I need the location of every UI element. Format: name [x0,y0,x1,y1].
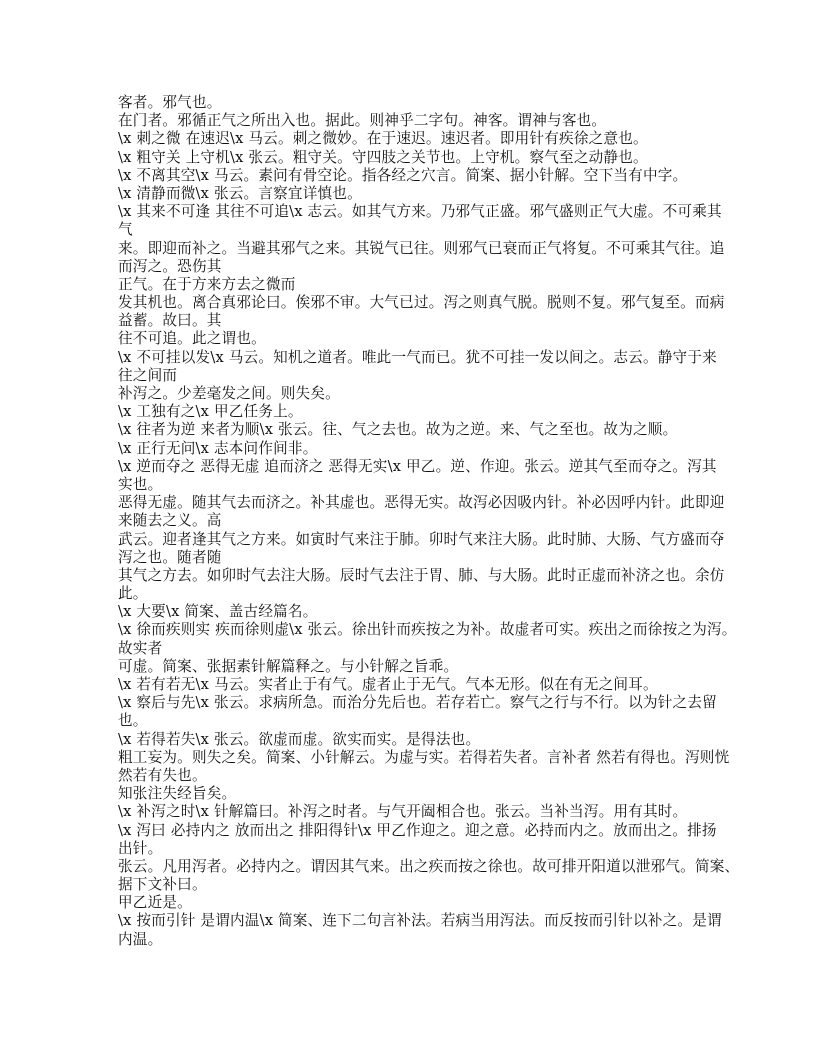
text-line: 来。即迎而补之。当避其邪气之来。其锐气已往。则邪气已衰而正气将复。不可乘其气往。追 [118,239,725,257]
text-line: 正气。在于方来方去之微而 [118,275,296,293]
text-line: \x 若得若失\x 张云。欲虚而虚。欲实而实。是得法也。 [118,730,481,748]
text-line: \x 不可挂以发\x 马云。知机之道者。唯此一气而已。犹不可挂一发以间之。志云。静守于来 [118,348,717,366]
text-line: 往不可追。此之谓也。 [118,330,266,348]
text-line: \x 逆而夺之 恶得无虚 追而济之 恶得无实\x 甲乙。逆、作迎。张云。逆其气至而夺之。泻其 [118,457,717,475]
text-line: 在门者。邪循正气之所出入也。据此。则神乎二字句。神客。谓神与客也。 [118,112,607,130]
text-line: 出针。 [118,839,163,857]
text-line: \x 正行无问\x 志本问作间非。 [118,439,318,457]
text-line: \x 大要\x 简案、盖古经篇名。 [118,603,318,621]
text-line: \x 补泻之时\x 针解篇曰。补泻之时者。与气开阖相合也。张云。当补当泻。用有其时。 [118,803,688,821]
text-line: 内温。 [118,930,163,948]
text-line: 故实者 [118,639,163,657]
text-line: \x 若有若无\x 马云。实者止于有气。虚者止于无气。气本无形。似在有无之间耳。 [118,676,658,693]
text-line: 益蓄。故曰。其 [118,312,222,330]
text-line: 张云。凡用泻者。必持内之。谓因其气来。出之疾而按之徐也。故可排开阳道以泄邪气。简案、 [118,857,740,875]
text-line: 可虚。简案、张据素针解篇释之。与小针解之旨乖。 [118,657,459,675]
text-line: \x 清静而微\x 张云。言察宜详慎也。 [118,184,362,202]
text-line: 甲乙近是。 [118,894,192,912]
text-line: \x 不离其空\x 马云。素问有骨空论。指各经之穴言。简案、据小针解。空下当有中字。 [118,166,688,184]
text-line: 发其机也。离合真邪论曰。俟邪不审。大气已过。泻之则真气脱。脱则不复。邪气复至。而病 [118,294,725,312]
text-line: 恶得无虚。随其气去而济之。补其虚也。恶得无实。故泻必因吸内针。补必因呼内针。此即迎 [118,494,725,512]
document-page [118,94,740,949]
text-line: 实也。 [118,475,163,493]
text-line: \x 粗守关 上守机\x 张云。粗守关。守四肢之关节也。上守机。察气至之动静也。 [118,148,648,166]
text-line: 据下文补曰。 [118,876,207,894]
text-line: 然若有失也。 [118,766,207,784]
text-line: 而泻之。恐伤其 [118,257,222,275]
text-line: 也。 [118,712,148,730]
text-line: \x 徐而疾则实 疾而徐则虚\x 张云。徐出针而疾按之为补。故虚者可实。疾出之而徐按之为泻。 [118,621,737,639]
text-line: \x 察后与先\x 张云。求病所急。而治分先后也。若存若亡。察气之行与不行。以为针之去留 [118,694,717,712]
text-line: \x 按而引针 是谓内温\x 简案、连下二句言补法。若病当用泻法。而反按而引针以补之。是谓 [118,912,722,930]
text-line: 此。 [118,585,148,603]
text-line: 武云。迎者逢其气之方来。如寅时气来注于肺。卯时气来注大肠。此时肺、大肠、气方盛而夺 [118,530,725,548]
text-line: \x 往者为逆 来者为顺\x 张云。往、气之去也。故为之逆。来、气之至也。故为之顺。 [118,421,678,439]
text-line: \x 泻曰 必持内之 放而出之 排阳得针\x 甲乙作迎之。迎之意。必持而内之。放而出之。排扬 [118,821,717,839]
text-line: 来随去之义。高 [118,512,222,530]
text-line: 泻之也。随者随 [118,548,222,566]
text-line: \x 其来不可逢 其往不可追\x 志云。如其气方来。乃邪气正盛。邪气盛则正气大虚。不可乘其 [118,203,722,221]
text-line: 其气之方去。如卯时气去注大肠。辰时气去注于胃、肺、与大肠。此时正虚而补济之也。余仿 [118,566,725,584]
text-line: 知张注失经旨矣。 [118,785,237,803]
text-line: \x 工独有之\x 甲乙任务上。 [118,403,303,421]
text-line: 补泻之。少差毫发之间。则失矣。 [118,385,340,402]
text-line: 粗工妄为。则失之矣。简案、小针解云。为虚与实。若得若失者。言补者 然若有得也。泻则恍 [118,748,730,766]
text-line: 客者。邪气也。 [118,94,222,111]
text-line: \x 刺之微 在速迟\x 马云。刺之微妙。在于速迟。速迟者。即用针有疾徐之意也。 [118,130,648,148]
text-line: 往之间而 [118,366,178,384]
text-line: 气 [118,221,133,239]
